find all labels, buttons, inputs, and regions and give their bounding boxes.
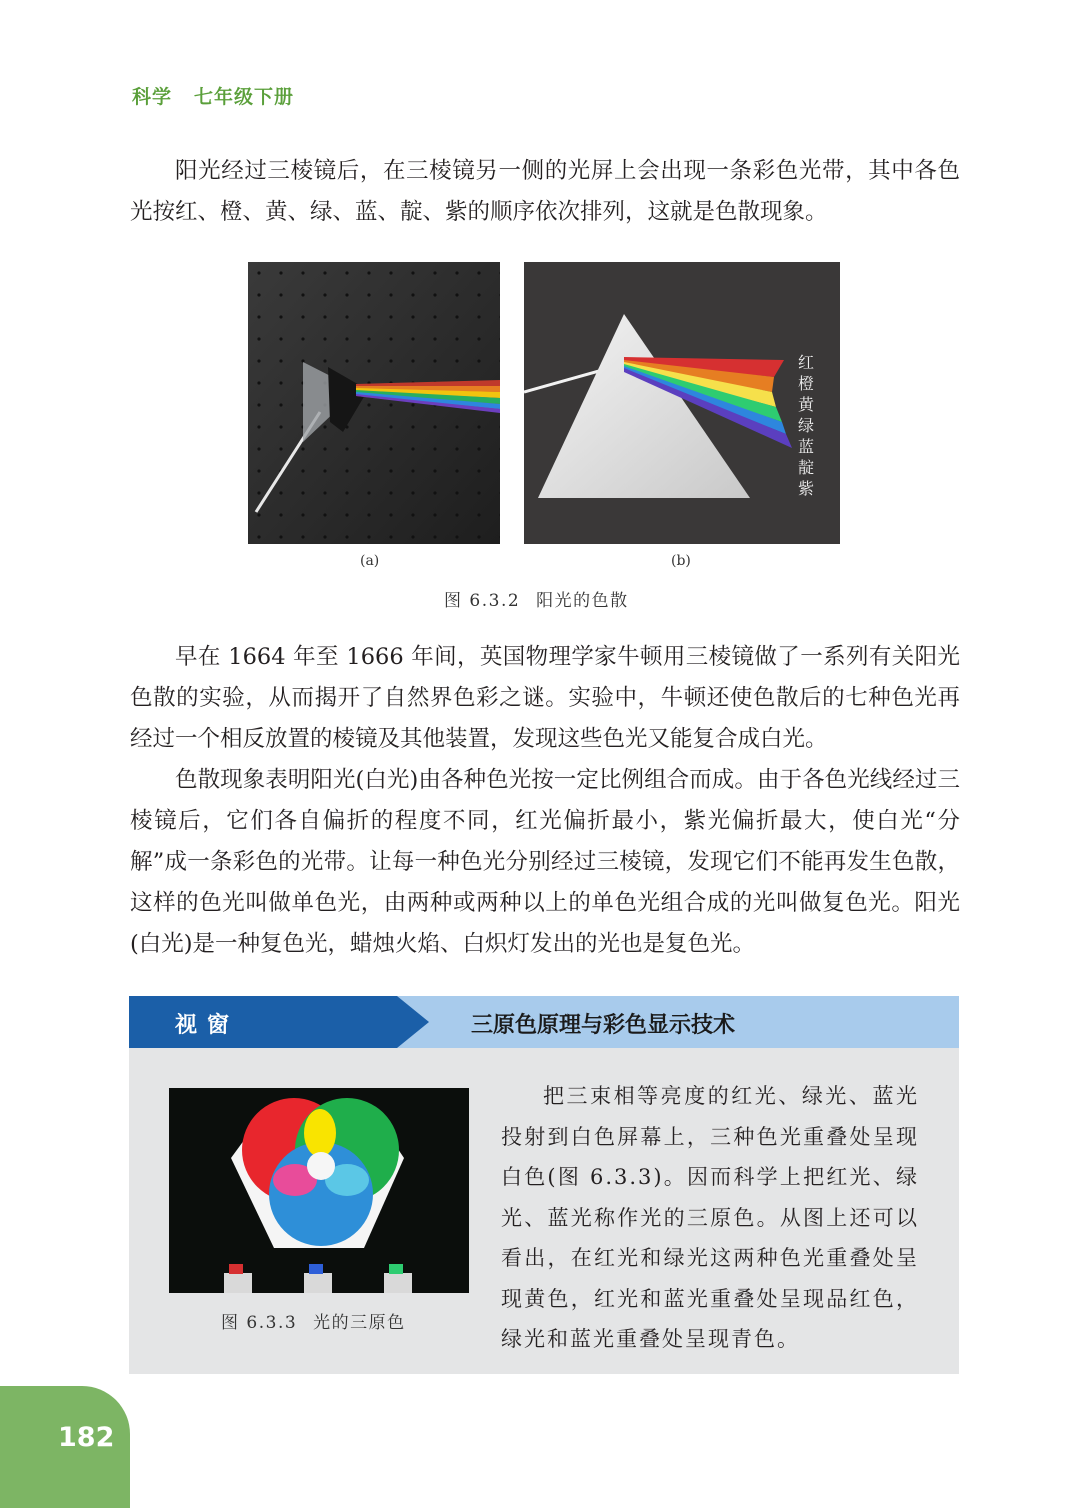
paragraph-dispersion-intro: 阳光经过三棱镜后，在三棱镜另一侧的光屏上会出现一条彩色光带，其中各色光按红、橙、黄、绿、蓝、靛、紫的顺序依次排列，这就是色散现象。 <box>130 158 960 225</box>
figure-caption-632-text: 阳光的色散 <box>536 591 629 611</box>
window-box-text: 把三束相等亮度的红光、绿光、蓝光投射到白色屏幕上，三种色光重叠处呈现白色(图 6.3.3)。因而科学上把红光、绿光、蓝光称作光的三原色。从图上还可以看出，在红光和绿光这两种色光重叠处呈现黄色，红光和蓝光重叠处呈现品红色，绿光和蓝光重叠处呈现青色。 <box>501 1084 919 1351</box>
paragraph-composite-light: 色散现象表明阳光(白光)由各种色光按一定比例组合而成。由于各色光线经过三棱镜后，它们各自偏折的程度不同，红光偏折最小，紫光偏折最大，使白光“分解”成一条彩色的光带。让每一种色光分别经过三棱镜，发现它们不能再发生色散，这样的色光叫做单色光，由两种或两种以上的单色光组合成的光叫做复色光。阳光(白光)是一种复色光，蜡烛火焰、白炽灯发出的光也是复色光。 <box>130 767 960 957</box>
figure-caption-633-number: 图 6.3.3 <box>221 1313 298 1333</box>
window-box-tab <box>129 996 429 1048</box>
figure-label-b: (b) <box>671 553 691 569</box>
window-box-header <box>129 996 959 1048</box>
window-box-tab-label: 视窗 <box>175 1013 240 1038</box>
figure-caption-632 <box>444 586 629 611</box>
running-header <box>132 82 294 109</box>
figure-caption-633-text: 光的三原色 <box>313 1313 406 1333</box>
figure-label-a: (a) <box>360 553 380 569</box>
header-book: 七年级下册 <box>194 86 295 108</box>
figure-caption-633 <box>221 1308 406 1333</box>
figure-caption-632-number: 图 6.3.2 <box>444 591 521 611</box>
window-box-title: 三原色原理与彩色显示技术 <box>471 1013 736 1038</box>
prism-photo-a <box>248 262 500 544</box>
paragraph-newton: 早在 1664 年至 1666 年间，英国物理学家牛顿用三棱镜做了一系列有关阳光色散的实验，从而揭开了自然界色彩之谜。实验中，牛顿还使色散后的七种色光再经过一个相反放置的棱镜及其他装置，发现这些色光又能复合成白光。 <box>130 644 960 752</box>
prism-photo-b <box>524 262 840 544</box>
page-number: 182 <box>58 1422 115 1453</box>
header-subject: 科学 <box>132 86 173 108</box>
primary-colors-photo <box>169 1088 469 1293</box>
spectrum-color-labels: 红橙黄绿蓝靛紫 <box>798 353 815 498</box>
window-box-body <box>129 1048 959 1374</box>
